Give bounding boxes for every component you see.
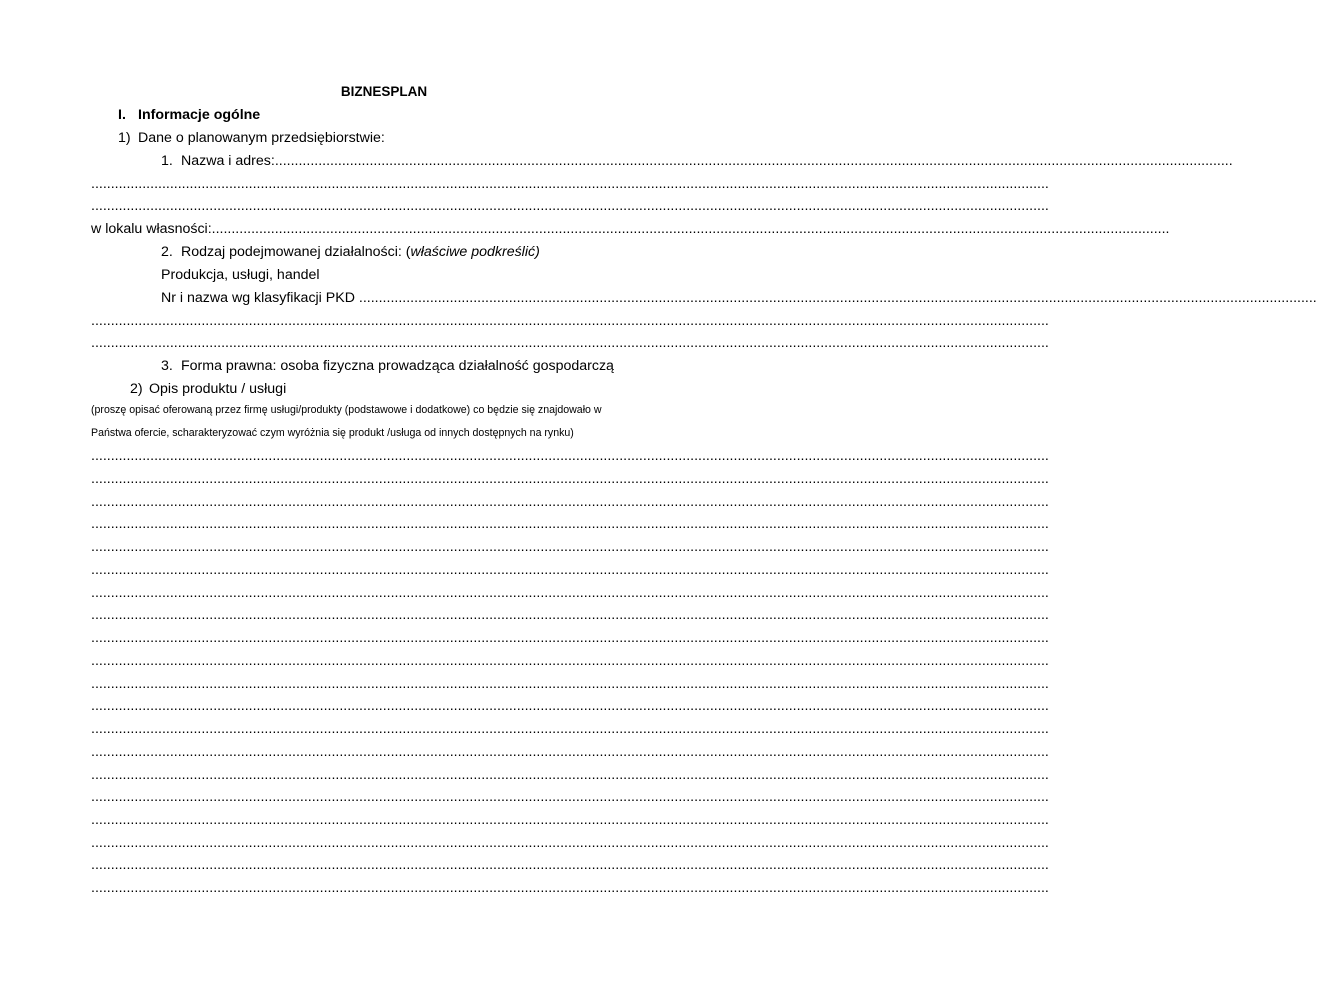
dotted-line: ................................................................................................................................................................................................................................................... bbox=[91, 471, 1049, 487]
item2-note-line1: (proszę opisać oferowaną przez firmę usługi/produkty (podstawowe i dodatkowe) co będzie się znajdowało w bbox=[91, 404, 602, 416]
dotted-line: ................................................................................................................................................................................................................................................... bbox=[91, 630, 1049, 646]
lokal-dots: ................................................................................................................................................................................................................................................... bbox=[211, 221, 1170, 237]
sub2-row bbox=[181, 243, 540, 261]
sub2-number: 2. bbox=[161, 244, 173, 260]
sub1-label: Nazwa i adres: bbox=[181, 153, 275, 169]
dotted-line: ................................................................................................................................................................................................................................................... bbox=[91, 198, 1049, 214]
pkd-dots: ................................................................................................................................................................................................................................................... bbox=[358, 290, 1317, 306]
sub1-dots: ................................................................................................................................................................................................................................................... bbox=[274, 153, 1233, 169]
dotted-line: ................................................................................................................................................................................................................................................... bbox=[91, 812, 1049, 828]
dotted-line: ................................................................................................................................................................................................................................................... bbox=[91, 516, 1049, 532]
section-numeral: I. bbox=[118, 107, 126, 123]
item1-label: Dane o planowanym przedsiębiorstwie: bbox=[138, 130, 385, 146]
dotted-line: ................................................................................................................................................................................................................................................... bbox=[91, 448, 1049, 464]
dotted-line: ................................................................................................................................................................................................................................................... bbox=[91, 676, 1049, 692]
dotted-line: ................................................................................................................................................................................................................................................... bbox=[91, 494, 1049, 510]
pkd-label: Nr i nazwa wg klasyfikacji PKD bbox=[161, 290, 359, 306]
sub2-options: Produkcja, usługi, handel bbox=[161, 267, 320, 283]
dotted-line: ................................................................................................................................................................................................................................................... bbox=[91, 539, 1049, 555]
item2-label: Opis produktu / usługi bbox=[149, 381, 287, 397]
dotted-line: ................................................................................................................................................................................................................................................... bbox=[91, 698, 1049, 714]
lokal-label: w lokalu własności: bbox=[91, 221, 212, 237]
sub3-label: Forma prawna: osoba fizyczna prowadząca działalność gospodarczą bbox=[181, 358, 614, 374]
sub1-row bbox=[181, 152, 1233, 170]
dotted-line: ................................................................................................................................................................................................................................................... bbox=[91, 880, 1049, 896]
section-heading: Informacje ogólne bbox=[138, 107, 261, 123]
dotted-line: ................................................................................................................................................................................................................................................... bbox=[91, 767, 1049, 783]
sub3-number: 3. bbox=[161, 358, 173, 374]
dotted-line: ................................................................................................................................................................................................................................................... bbox=[91, 562, 1049, 578]
lokal-row bbox=[91, 220, 1170, 238]
sub1-number: 1. bbox=[161, 153, 173, 169]
document-title: BIZNESPLAN bbox=[340, 84, 428, 99]
dotted-line: ................................................................................................................................................................................................................................................... bbox=[91, 835, 1049, 851]
dotted-line: ................................................................................................................................................................................................................................................... bbox=[91, 585, 1049, 601]
dotted-line: ................................................................................................................................................................................................................................................... bbox=[91, 607, 1049, 623]
dotted-line: ................................................................................................................................................................................................................................................... bbox=[91, 176, 1049, 192]
dotted-line: ................................................................................................................................................................................................................................................... bbox=[91, 313, 1049, 329]
item2-note-line2: Państwa ofercie, scharakteryzować czym wyróżnia się produkt /usługa od innych dostępnych na rynku) bbox=[91, 427, 574, 439]
dotted-line: ................................................................................................................................................................................................................................................... bbox=[91, 744, 1049, 760]
item1-number: 1) bbox=[118, 130, 131, 146]
dotted-line: ................................................................................................................................................................................................................................................... bbox=[91, 653, 1049, 669]
dotted-line: ................................................................................................................................................................................................................................................... bbox=[91, 857, 1049, 873]
pkd-row bbox=[161, 289, 1317, 307]
dotted-line: ................................................................................................................................................................................................................................................... bbox=[91, 789, 1049, 805]
sub2-label: Rodzaj podejmowanej działalności: ( bbox=[181, 244, 411, 260]
item2-number: 2) bbox=[130, 381, 143, 397]
sub2-italic-note: właściwe podkreślić) bbox=[410, 244, 540, 260]
dotted-line: ................................................................................................................................................................................................................................................... bbox=[91, 721, 1049, 737]
dotted-line: ................................................................................................................................................................................................................................................... bbox=[91, 335, 1049, 351]
